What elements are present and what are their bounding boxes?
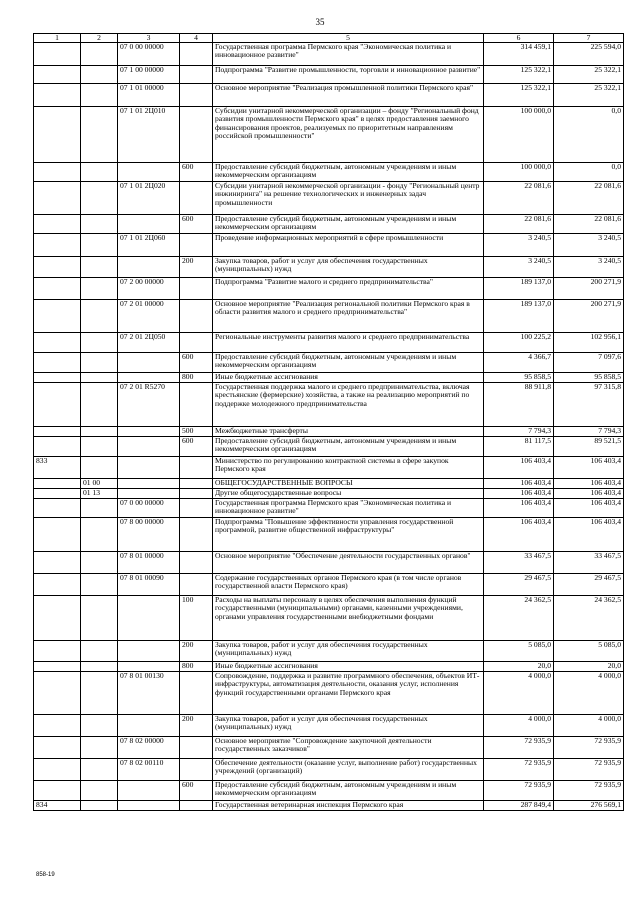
amount-year1-cell: 95 858,5	[484, 373, 554, 383]
admin-code-cell	[34, 300, 81, 333]
admin-code-cell	[34, 353, 81, 373]
amount-year1-cell: 189 137,0	[484, 300, 554, 333]
amount-year2-cell: 106 403,4	[554, 499, 624, 518]
target-article-cell: 07 8 01 00090	[118, 574, 180, 596]
section-code-cell	[81, 641, 118, 662]
admin-code-cell	[34, 781, 81, 801]
amount-year2-cell: 25 322,1	[554, 84, 624, 107]
description-cell: Межбюджетные трансферты	[213, 427, 484, 437]
amount-year1-cell: 29 467,5	[484, 574, 554, 596]
target-article-cell	[118, 479, 180, 489]
amount-year2-cell: 225 594,0	[554, 43, 624, 66]
target-article-cell: 07 8 00 00000	[118, 518, 180, 552]
expense-type-cell: 600	[180, 215, 213, 234]
table-row	[34, 333, 624, 353]
table-row	[34, 641, 624, 662]
expense-type-cell: 500	[180, 427, 213, 437]
description-cell: Государственная ветеринарная инспекция Пермского края	[213, 801, 484, 811]
expense-type-cell: 600	[180, 163, 213, 182]
target-article-cell: 07 1 00 00000	[118, 66, 180, 84]
amount-year2-cell: 4 000,0	[554, 672, 624, 715]
amount-year2-cell: 72 935,9	[554, 759, 624, 781]
section-code-cell	[81, 84, 118, 107]
amount-year1-cell: 7 794,3	[484, 427, 554, 437]
amount-year1-cell: 125 322,1	[484, 84, 554, 107]
section-code-cell	[81, 182, 118, 215]
section-code-cell	[81, 596, 118, 641]
column-number: 6	[484, 34, 554, 43]
amount-year1-cell: 3 240,5	[484, 234, 554, 257]
target-article-cell	[118, 353, 180, 373]
expense-type-cell: 100	[180, 596, 213, 641]
admin-code-cell	[34, 759, 81, 781]
admin-code-cell	[34, 672, 81, 715]
amount-year2-cell: 106 403,4	[554, 489, 624, 499]
description-cell: Основное мероприятие "Сопровождение закупочной деятельности государственных заказчиков"	[213, 737, 484, 759]
table-row	[34, 353, 624, 373]
target-article-cell: 07 8 02 00110	[118, 759, 180, 781]
amount-year1-cell: 22 081,6	[484, 182, 554, 215]
amount-year1-cell: 24 362,5	[484, 596, 554, 641]
table-row	[34, 215, 624, 234]
admin-code-cell	[34, 489, 81, 499]
amount-year2-cell: 22 081,6	[554, 215, 624, 234]
admin-code-cell	[34, 499, 81, 518]
admin-code-cell	[34, 518, 81, 552]
admin-code-cell	[34, 737, 81, 759]
description-cell: Другие общегосударственные вопросы	[213, 489, 484, 499]
description-cell: Закупка товаров, работ и услуг для обеспечения государственных (муниципальных) нужд	[213, 641, 484, 662]
section-code-cell	[81, 278, 118, 300]
admin-code-cell	[34, 574, 81, 596]
section-code-cell: 01 13	[81, 489, 118, 499]
table-row	[34, 801, 624, 811]
description-cell: Предоставление субсидий бюджетным, автономным учреждениям и иным некоммерческим организациям	[213, 353, 484, 373]
section-code-cell	[81, 43, 118, 66]
expense-type-cell: 800	[180, 662, 213, 672]
target-article-cell	[118, 437, 180, 457]
table-row	[34, 437, 624, 457]
amount-year2-cell: 200 271,9	[554, 300, 624, 333]
admin-code-cell	[34, 215, 81, 234]
target-article-cell: 07 1 01 2Ц020	[118, 182, 180, 215]
table-row	[34, 489, 624, 499]
amount-year1-cell: 189 137,0	[484, 278, 554, 300]
admin-code-cell	[34, 479, 81, 489]
section-code-cell	[81, 427, 118, 437]
description-cell: Расходы на выплаты персоналу в целях обеспечения выполнения функций государственными (муниципальными) органами, казенными учреждениями, органами управления государственными внебюджетными фондами	[213, 596, 484, 641]
target-article-cell	[118, 662, 180, 672]
description-cell: ОБЩЕГОСУДАРСТВЕННЫЕ ВОПРОСЫ	[213, 479, 484, 489]
admin-code-cell	[34, 383, 81, 427]
target-article-cell: 07 1 01 2Ц060	[118, 234, 180, 257]
table-row	[34, 479, 624, 489]
description-cell: Государственная программа Пермского края "Экономическая политика и инновационное развитие"	[213, 43, 484, 66]
table-row	[34, 715, 624, 737]
description-cell: Министерство по регулированию контрактной системы в сфере закупок Пермского края	[213, 457, 484, 479]
table-row	[34, 278, 624, 300]
admin-code-cell	[34, 715, 81, 737]
column-number: 3	[118, 34, 180, 43]
amount-year2-cell: 7 097,6	[554, 353, 624, 373]
section-code-cell	[81, 66, 118, 84]
target-article-cell	[118, 489, 180, 499]
description-cell: Подпрограмма "Повышение эффективности управления государственной программой, развитие общественной инфраструктуры"	[213, 518, 484, 552]
expense-type-cell	[180, 457, 213, 479]
description-cell: Содержание государственных органов Пермского края (в том числе органов государственной власти Пермского края)	[213, 574, 484, 596]
section-code-cell: 01 00	[81, 479, 118, 489]
section-code-cell	[81, 234, 118, 257]
amount-year2-cell: 276 569,1	[554, 801, 624, 811]
admin-code-cell	[34, 234, 81, 257]
table-row	[34, 182, 624, 215]
budget-table	[33, 33, 624, 811]
target-article-cell: 07 8 02 00000	[118, 737, 180, 759]
amount-year1-cell: 100 225,2	[484, 333, 554, 353]
amount-year2-cell: 24 362,5	[554, 596, 624, 641]
description-cell: Подпрограмма "Развитие промышленности, торговли и инновационное развитие"	[213, 66, 484, 84]
table-row	[34, 66, 624, 84]
admin-code-cell	[34, 107, 81, 163]
table-row	[34, 499, 624, 518]
admin-code-cell	[34, 427, 81, 437]
description-cell: Государственная поддержка малого и среднего предпринимательства, включая крестьянские (фермерские) хозяйства, а также на реализацию мероприятий по поддержке молодежного предпринимательства	[213, 383, 484, 427]
section-code-cell	[81, 215, 118, 234]
admin-code-cell	[34, 278, 81, 300]
table-row	[34, 672, 624, 715]
target-article-cell: 07 1 01 2Ц010	[118, 107, 180, 163]
amount-year1-cell: 287 849,4	[484, 801, 554, 811]
amount-year1-cell: 4 000,0	[484, 672, 554, 715]
amount-year1-cell: 72 935,9	[484, 781, 554, 801]
section-code-cell	[81, 574, 118, 596]
expense-type-cell	[180, 801, 213, 811]
expense-type-cell	[180, 518, 213, 552]
admin-code-cell	[34, 163, 81, 182]
target-article-cell: 07 2 01 2Ц050	[118, 333, 180, 353]
amount-year2-cell: 25 322,1	[554, 66, 624, 84]
description-cell: Предоставление субсидий бюджетным, автономным учреждениям и иным некоммерческим организациям	[213, 215, 484, 234]
column-number: 4	[180, 34, 213, 43]
section-code-cell	[81, 672, 118, 715]
section-code-cell	[81, 801, 118, 811]
amount-year2-cell: 106 403,4	[554, 518, 624, 552]
target-article-cell: 07 2 01 R5270	[118, 383, 180, 427]
amount-year2-cell: 7 794,3	[554, 427, 624, 437]
amount-year2-cell: 29 467,5	[554, 574, 624, 596]
target-article-cell: 07 0 00 00000	[118, 43, 180, 66]
amount-year1-cell: 125 322,1	[484, 66, 554, 84]
section-code-cell	[81, 759, 118, 781]
section-code-cell	[81, 163, 118, 182]
target-article-cell	[118, 596, 180, 641]
amount-year2-cell: 3 240,5	[554, 257, 624, 278]
section-code-cell	[81, 383, 118, 427]
expense-type-cell	[180, 43, 213, 66]
target-article-cell	[118, 801, 180, 811]
description-cell: Закупка товаров, работ и услуг для обеспечения государственных (муниципальных) нужд	[213, 715, 484, 737]
expense-type-cell	[180, 499, 213, 518]
section-code-cell	[81, 300, 118, 333]
amount-year2-cell: 106 403,4	[554, 479, 624, 489]
admin-code-cell	[34, 66, 81, 84]
admin-code-cell	[34, 84, 81, 107]
amount-year1-cell: 106 403,4	[484, 499, 554, 518]
expense-type-cell: 600	[180, 353, 213, 373]
expense-type-cell	[180, 107, 213, 163]
column-number-row	[34, 34, 624, 43]
target-article-cell: 07 8 01 00130	[118, 672, 180, 715]
target-article-cell: 07 1 01 00000	[118, 84, 180, 107]
amount-year2-cell: 22 081,6	[554, 182, 624, 215]
expense-type-cell	[180, 84, 213, 107]
table-row	[34, 574, 624, 596]
description-cell: Иные бюджетные ассигнования	[213, 662, 484, 672]
amount-year1-cell: 106 403,4	[484, 489, 554, 499]
expense-type-cell	[180, 300, 213, 333]
expense-type-cell	[180, 234, 213, 257]
amount-year1-cell: 72 935,9	[484, 759, 554, 781]
expense-type-cell	[180, 333, 213, 353]
description-cell: Государственная программа Пермского края "Экономическая политика и инновационное развитие"	[213, 499, 484, 518]
target-article-cell	[118, 641, 180, 662]
table-row	[34, 457, 624, 479]
expense-type-cell: 200	[180, 257, 213, 278]
amount-year2-cell: 33 467,5	[554, 552, 624, 574]
amount-year2-cell: 0,0	[554, 163, 624, 182]
table-row	[34, 518, 624, 552]
amount-year2-cell: 200 271,9	[554, 278, 624, 300]
expense-type-cell	[180, 552, 213, 574]
column-number: 5	[213, 34, 484, 43]
admin-code-cell: 833	[34, 457, 81, 479]
table-row	[34, 107, 624, 163]
target-article-cell: 07 0 00 00000	[118, 499, 180, 518]
amount-year1-cell: 314 459,1	[484, 43, 554, 66]
description-cell: Обеспечение деятельности (оказание услуг, выполнение работ) государственных учреждений (организаций)	[213, 759, 484, 781]
expense-type-cell: 600	[180, 781, 213, 801]
admin-code-cell	[34, 641, 81, 662]
amount-year2-cell: 20,0	[554, 662, 624, 672]
description-cell: Проведение информационных мероприятий в сфере промышленности	[213, 234, 484, 257]
table-row	[34, 383, 624, 427]
admin-code-cell	[34, 373, 81, 383]
amount-year1-cell: 4 000,0	[484, 715, 554, 737]
section-code-cell	[81, 737, 118, 759]
amount-year1-cell: 100 000,0	[484, 107, 554, 163]
section-code-cell	[81, 373, 118, 383]
amount-year2-cell: 102 956,1	[554, 333, 624, 353]
expense-type-cell: 200	[180, 715, 213, 737]
section-code-cell	[81, 437, 118, 457]
expense-type-cell: 600	[180, 437, 213, 457]
description-cell: Закупка товаров, работ и услуг для обеспечения государственных (муниципальных) нужд	[213, 257, 484, 278]
amount-year1-cell: 3 240,5	[484, 257, 554, 278]
description-cell: Предоставление субсидий бюджетным, автономным учреждениям и иным некоммерческим организациям	[213, 437, 484, 457]
section-code-cell	[81, 715, 118, 737]
admin-code-cell	[34, 333, 81, 353]
section-code-cell	[81, 353, 118, 373]
amount-year1-cell: 88 911,8	[484, 383, 554, 427]
admin-code-cell	[34, 257, 81, 278]
expense-type-cell	[180, 383, 213, 427]
section-code-cell	[81, 499, 118, 518]
table-row	[34, 373, 624, 383]
description-cell: Иные бюджетные ассигнования	[213, 373, 484, 383]
section-code-cell	[81, 333, 118, 353]
amount-year1-cell: 4 366,7	[484, 353, 554, 373]
target-article-cell	[118, 715, 180, 737]
amount-year1-cell: 100 000,0	[484, 163, 554, 182]
section-code-cell	[81, 257, 118, 278]
section-code-cell	[81, 662, 118, 672]
amount-year2-cell: 5 085,0	[554, 641, 624, 662]
amount-year2-cell: 0,0	[554, 107, 624, 163]
amount-year2-cell: 72 935,9	[554, 781, 624, 801]
section-code-cell	[81, 552, 118, 574]
amount-year1-cell: 33 467,5	[484, 552, 554, 574]
description-cell: Основное мероприятие "Реализация промышленной политики Пермского края"	[213, 84, 484, 107]
expense-type-cell: 200	[180, 641, 213, 662]
target-article-cell	[118, 427, 180, 437]
amount-year2-cell: 3 240,5	[554, 234, 624, 257]
table-row	[34, 759, 624, 781]
target-article-cell: 07 2 01 00000	[118, 300, 180, 333]
description-cell: Подпрограмма "Развитие малого и среднего предпринимательства"	[213, 278, 484, 300]
amount-year1-cell: 22 081,6	[484, 215, 554, 234]
expense-type-cell	[180, 278, 213, 300]
description-cell: Основное мероприятие "Обеспечение деятельности государственных органов"	[213, 552, 484, 574]
target-article-cell: 07 2 00 00000	[118, 278, 180, 300]
amount-year1-cell: 106 403,4	[484, 457, 554, 479]
section-code-cell	[81, 781, 118, 801]
expense-type-cell	[180, 489, 213, 499]
table-row	[34, 234, 624, 257]
expense-type-cell: 800	[180, 373, 213, 383]
description-cell: Региональные инструменты развития малого и среднего предпринимательства	[213, 333, 484, 353]
admin-code-cell	[34, 437, 81, 457]
expense-type-cell	[180, 479, 213, 489]
amount-year1-cell: 72 935,9	[484, 737, 554, 759]
description-cell: Субсидии унитарной некоммерческой организации – фонду "Региональный фонд развития промышленности Пермского края" в целях предоставления заемного финансирования проектов, реализуемых по приоритетным направлениям российской промышленности"	[213, 107, 484, 163]
target-article-cell	[118, 457, 180, 479]
amount-year2-cell: 89 521,5	[554, 437, 624, 457]
description-cell: Сопровождение, поддержка и развитие программного обеспечения, объектов ИТ-инфраструктуры, автоматизация деятельности, оказания услуг, исполнения функций государственными органами Пермского края	[213, 672, 484, 715]
section-code-cell	[81, 457, 118, 479]
admin-code-cell	[34, 43, 81, 66]
expense-type-cell	[180, 66, 213, 84]
target-article-cell	[118, 257, 180, 278]
table-row	[34, 427, 624, 437]
admin-code-cell: 834	[34, 801, 81, 811]
amount-year1-cell: 5 085,0	[484, 641, 554, 662]
target-article-cell	[118, 781, 180, 801]
amount-year2-cell: 72 935,9	[554, 737, 624, 759]
table-row	[34, 552, 624, 574]
amount-year1-cell: 106 403,4	[484, 479, 554, 489]
section-code-cell	[81, 107, 118, 163]
section-code-cell	[81, 518, 118, 552]
expense-type-cell	[180, 737, 213, 759]
description-cell: Предоставление субсидий бюджетным, автономным учреждениям и иным некоммерческим организациям	[213, 163, 484, 182]
table-row	[34, 781, 624, 801]
column-number: 2	[81, 34, 118, 43]
expense-type-cell	[180, 182, 213, 215]
amount-year2-cell: 106 403,4	[554, 457, 624, 479]
footer-code: 858-19	[36, 872, 55, 878]
target-article-cell	[118, 163, 180, 182]
table-row	[34, 300, 624, 333]
page-number: 35	[315, 17, 325, 27]
admin-code-cell	[34, 596, 81, 641]
table-row	[34, 84, 624, 107]
amount-year2-cell: 4 000,0	[554, 715, 624, 737]
amount-year2-cell: 95 858,5	[554, 373, 624, 383]
admin-code-cell	[34, 552, 81, 574]
target-article-cell: 07 8 01 00000	[118, 552, 180, 574]
expense-type-cell	[180, 574, 213, 596]
target-article-cell	[118, 215, 180, 234]
target-article-cell	[118, 373, 180, 383]
admin-code-cell	[34, 182, 81, 215]
description-cell: Основное мероприятие "Реализация региональной политики Пермского края в области развития малого и среднего предпринимательства"	[213, 300, 484, 333]
amount-year1-cell: 106 403,4	[484, 518, 554, 552]
table-row	[34, 163, 624, 182]
table-row	[34, 596, 624, 641]
table-row	[34, 257, 624, 278]
amount-year1-cell: 20,0	[484, 662, 554, 672]
table-row	[34, 43, 624, 66]
amount-year1-cell: 81 117,5	[484, 437, 554, 457]
table-row	[34, 737, 624, 759]
column-number: 1	[34, 34, 81, 43]
admin-code-cell	[34, 662, 81, 672]
expense-type-cell	[180, 759, 213, 781]
description-cell: Субсидии унитарной некоммерческой организации - фонду "Региональный центр инжиниринга" на решение технологических и инженерных задач промышленности	[213, 182, 484, 215]
expense-type-cell	[180, 672, 213, 715]
column-number: 7	[554, 34, 624, 43]
description-cell: Предоставление субсидий бюджетным, автономным учреждениям и иным некоммерческим организациям	[213, 781, 484, 801]
table-row	[34, 662, 624, 672]
amount-year2-cell: 97 315,8	[554, 383, 624, 427]
